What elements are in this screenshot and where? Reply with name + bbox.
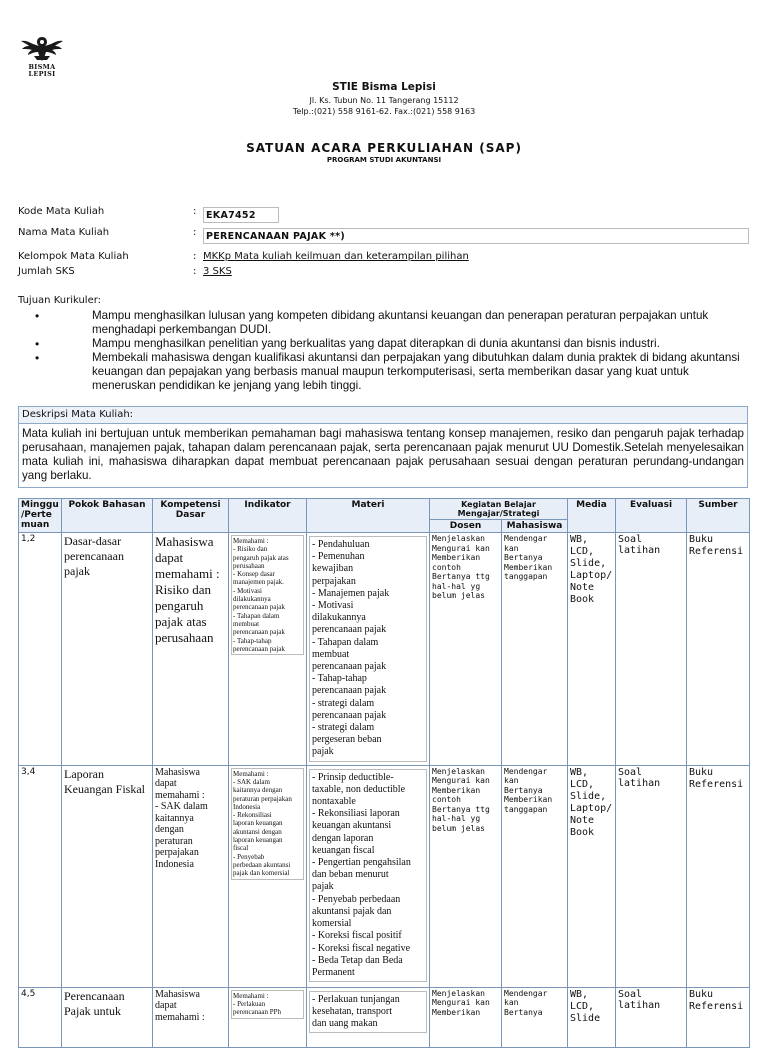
deskripsi-panel — [18, 406, 748, 488]
cell-evaluasi: Soal latihan — [616, 765, 687, 987]
deskripsi-text: Mata kuliah ini bertujuan untuk memberikan pemahaman bagi mahasiswa tentang konsep manajemen, resiko dan pengaruh pajak terhadap perusahaan, manajemen pajak, tahapan dalam perencanaan pajak, serta perencanaan pajak menurut UU Domestik.Setelah menyelesaikan mata kuliah ini, mahasiswa diharapkan dapat membuat perencanaan pajak perusahaan sesuai dengan peraturan perundang-undangan yang berlaku. — [22, 427, 744, 482]
institution-name: STIE Bisma Lepisi — [332, 81, 436, 93]
header-sumber: Sumber — [687, 499, 750, 533]
logo-text-line2: LEPISI — [28, 70, 56, 78]
sks-value-link[interactable]: 3 SKS — [203, 266, 232, 277]
document-subtitle: PROGRAM STUDI AKUNTANSI — [326, 156, 442, 164]
phone-line: Telp.:(021) 558 9161-62. Fax.:(021) 558 9163 — [292, 107, 476, 116]
cell-indikator — [229, 987, 307, 1047]
table-row — [19, 987, 750, 1047]
cell-dosen: Menjelaskan Mengurai kan Memberikan — [430, 987, 502, 1047]
tujuan-label: Tujuan Kurikuler: — [18, 295, 102, 306]
cell-mahasiswa: Mendengar kan Bertanya Memberikan tanggapan — [502, 533, 568, 766]
tujuan-item: • Mampu menghasilkan penelitian yang berkualitas yang dapat diterapkan di dunia akuntansi dan bisnis industri. — [18, 337, 748, 351]
kelompok-colon: : — [193, 251, 197, 262]
header-media: Media — [568, 499, 616, 533]
cell-media: WB, LCD, Slide, Laptop/ Note Book — [568, 533, 616, 766]
cell-sumber: Buku Referensi — [687, 987, 750, 1047]
cell-pokok: Dasar-dasar perencanaan pajak — [62, 533, 153, 766]
institution-address — [0, 95, 768, 117]
address-line: Jl. Ks. Tubun No. 11 Tangerang 15112 — [309, 96, 459, 105]
materi-text: - Perlakuan tunjangan kesehatan, transport dan uang makan — [309, 991, 427, 1034]
cell-indikator — [229, 765, 307, 987]
kode-colon: : — [193, 206, 197, 217]
cell-materi — [307, 533, 430, 766]
header-mahasiswa: Mahasiswa — [502, 520, 568, 533]
cell-media: WB, LCD, Slide — [568, 987, 616, 1047]
nama-value-field: PERENCANAAN PAJAK **) — [203, 228, 749, 244]
cell-minggu: 3,4 — [19, 765, 62, 987]
header-kompetensi: Kompetensi Dasar — [153, 499, 229, 533]
document-title: SATUAN ACARA PERKULIAHAN (SAP) — [246, 141, 522, 155]
kelompok-label: Kelompok Mata Kuliah — [18, 251, 129, 262]
tujuan-item: • Membekali mahasiswa dengan kualifikasi akuntansi dan perpajakan yang dibutuhkan dalam dunia praktek di bidang akuntansi keuangan dan pepajakan yang berbasis manual maupun terkomputerisasi, serta memberikan dasar yang kuat untuk meneruskan pendidikan ke jenjang yang lebih tinggi. — [18, 351, 748, 393]
cell-evaluasi: Soal latihan — [616, 533, 687, 766]
cell-dosen: Menjelaskan Mengurai kan Memberikan contoh Bertanya ttg hal-hal yg belum jelas — [430, 765, 502, 987]
cell-dosen: Menjelaskan Mengurai kan Memberikan contoh Bertanya ttg hal-hal yg belum jelas — [430, 533, 502, 766]
cell-minggu: 4,5 — [19, 987, 62, 1047]
nama-colon: : — [193, 227, 197, 238]
sap-table — [18, 498, 750, 1048]
institution-logo — [18, 34, 66, 78]
cell-materi — [307, 765, 430, 987]
cell-sumber: Buku Referensi — [687, 765, 750, 987]
cell-kompetensi: Mahasiswa dapat memahami : Risiko dan pengaruh pajak atas perusahaan — [153, 533, 229, 766]
sks-label: Jumlah SKS — [18, 266, 75, 277]
table-row — [19, 533, 750, 766]
header-dosen: Dosen — [430, 520, 502, 533]
cell-indikator — [229, 533, 307, 766]
header-evaluasi: Evaluasi — [616, 499, 687, 533]
cell-kompetensi: Mahasiswa dapat memahami : — [153, 987, 229, 1047]
header-indikator: Indikator — [229, 499, 307, 533]
cell-kompetensi: Mahasiswa dapat memahami : - SAK dalam kaitannya dengan peraturan perpajakan Indonesia — [153, 765, 229, 987]
kelompok-value-link[interactable]: MKKp Mata kuliah keilmuan dan keterampilan pilihan — [203, 251, 469, 262]
indikator-text: Memahami : - Risiko dan pengaruh pajak atas perusahaan - Konsep dasar manajemen pajak. - Motivasi dilakukannya perencanaan pajak - Tahapan dalam membuat perencanaan pajak - Tahap-tahap perencanaan pajak — [231, 535, 304, 655]
cell-media: WB, LCD, Slide, Laptop/ Note Book — [568, 765, 616, 987]
cell-mahasiswa: Mendengar kan Bertanya — [502, 987, 568, 1047]
header-materi: Materi — [307, 499, 430, 533]
kode-value-field: EKA7452 — [203, 207, 279, 223]
deskripsi-label: Deskripsi Mata Kuliah: — [19, 407, 747, 424]
cell-pokok: Perencanaan Pajak untuk — [62, 987, 153, 1047]
header-minggu: Minggu /Perte muan — [19, 499, 62, 533]
nama-label: Nama Mata Kuliah — [18, 227, 110, 238]
eagle-logo-icon — [19, 34, 65, 64]
tujuan-item: • Mampu menghasilkan lulusan yang kompeten dibidang akuntansi keuangan dan penerapan peraturan perpajakan untuk menghadapi perkembangan DUDI. — [18, 309, 748, 337]
logo-text-line1: BISMA — [28, 63, 56, 71]
materi-text: - Prinsip deductible- taxable, non deductible nontaxable - Rekonsiliasi laporan keuangan akuntansi dengan laporan keuangan fiscal - Pengertian pengahsilan dan beban menurut pajak - Penyebab perbedaan akuntansi pajak dan komersial - Koreksi fiscal positif - Koreksi fiscal negative - Beda Tetap dan Beda Permanent — [309, 769, 427, 982]
cell-materi — [307, 987, 430, 1047]
cell-mahasiswa: Mendengar kan Bertanya Memberikan tanggapan — [502, 765, 568, 987]
kode-label: Kode Mata Kuliah — [18, 206, 105, 217]
header-pokok-bahasan: Pokok Bahasan — [62, 499, 153, 533]
cell-minggu: 1,2 — [19, 533, 62, 766]
sks-colon: : — [193, 266, 197, 277]
cell-pokok: Laporan Keuangan Fiskal — [62, 765, 153, 987]
header-kegiatan: Kegiatan Belajar Mengajar/Strategi — [430, 499, 568, 520]
materi-text: - Pendahuluan - Pemenuhan kewajiban perpajakan - Manajemen pajak - Motivasi dilakukannya perencanaan pajak - Tahapan dalam membuat perencanaan pajak - Tahap-tahap perencanaan pajak - strategi dalam perencanaan pajak - strategi dalam pergeseran beban pajak — [309, 536, 427, 762]
indikator-text: Memahami : - Perlakuan perencanaan PPh — [231, 990, 304, 1019]
table-row — [19, 765, 750, 987]
cell-sumber: Buku Referensi — [687, 533, 750, 766]
indikator-text: Memahami : - SAK dalam kaitannya dengan peraturan perpajakan Indonesia - Rekonsiliasi laporan keuangan akuntansi dengan laporan keuangan fiscal - Penyebab perbedaan akuntansi pajak dan komersial — [231, 768, 304, 880]
cell-evaluasi: Soal latihan — [616, 987, 687, 1047]
tujuan-list — [18, 309, 748, 393]
